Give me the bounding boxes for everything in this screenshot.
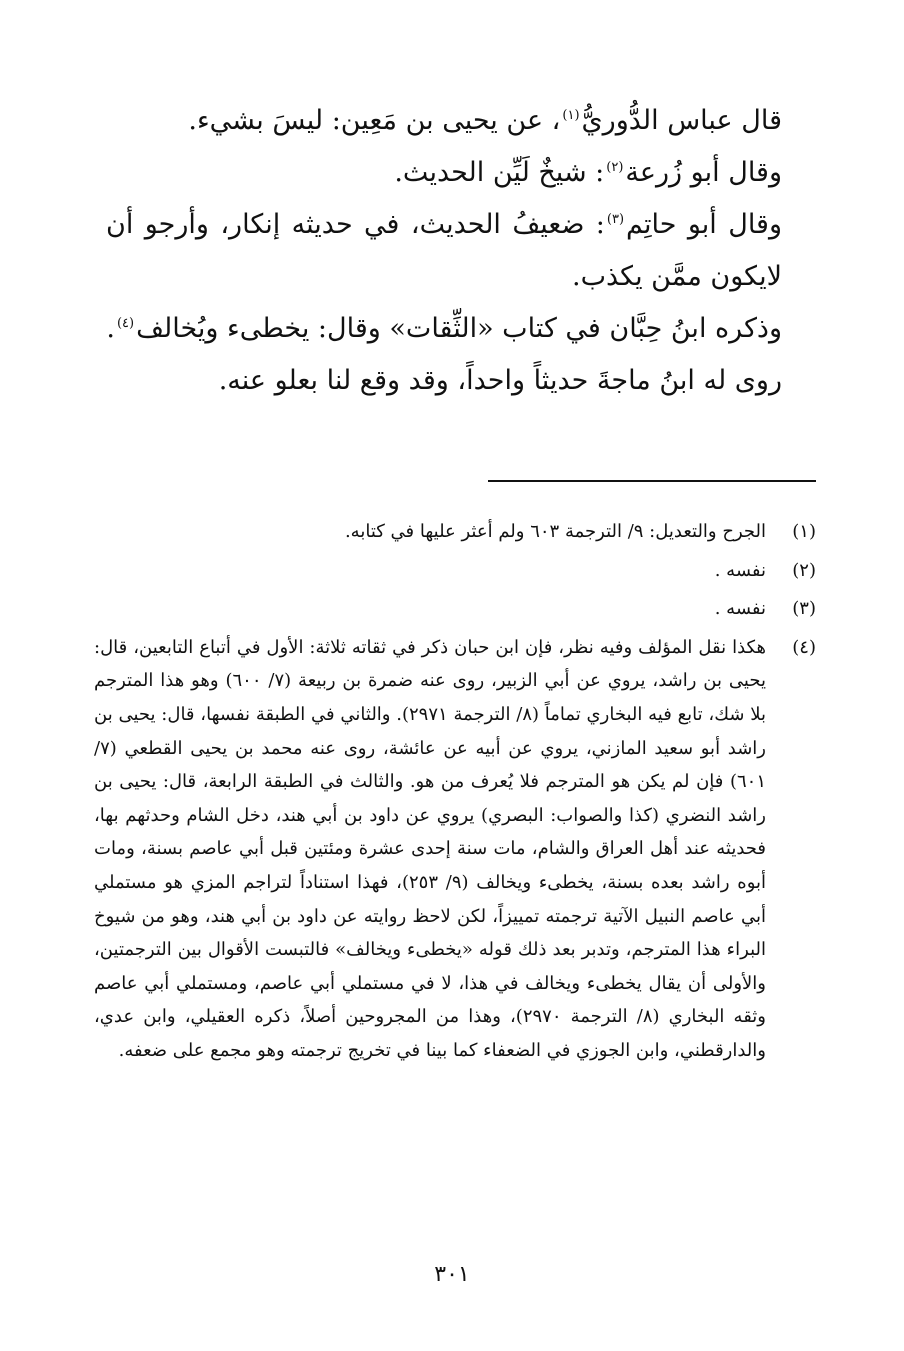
- paragraph-text: وقال أبو حاتِم: [626, 209, 782, 240]
- footnote-text: هكذا نقل المؤلف وفيه نظر، فإن ابن حبان ذكر في ثقاته ثلاثة: الأول في أتباع التابعين، قال: يحيى بن راشد، يروي عن أبي الزبير، روى عنه ضمرة بن ربيعة (٧/ ٦٠٠) وهو هذا المترجم بلا شك، تابع فيه البخاري تماماً (٨/ الترجمة ٢٩٧١). والثاني في الطبقة نفسها، قال: يحيى بن راشد أبو سعيد المازني، يروي عن أبيه عن عائشة، روى عنه محمد بن يحيى القطعي (٧/ ٦٠١) فإن لم يكن هو المترجم فلا يُعرف من هو. والثالث في الطبقة الرابعة، قال: يحيى بن راشد النضري (كذا والصواب: البصري) يروي عن داود بن أبي هند، دخل الشام وحدثهم بها، فحديثه عند أهل العراق والشام، مات سنة إحدى عشرة ومئتين قبل أبي عاصم بسنة، ومات أبوه راشد بعده بسنة، يخطىء ويخالف (٩/ ٢٥٣)، فهذا استناداً لتراجم المزي هو مستملي أبي عاصم النبيل الآتية ترجمته تمييزاً، لكن لاحظ روايته عن داود بن أبي هند، وهو من شيوخ البراء هذا المترجم، وتدبر بعد ذلك قوله «يخطىء ويخالف» فالتبست الأقوال بين الترجمتين، والأولى أن يقال يخطىء ويخالف في هذا، لا في مستملي أبي عاصم، ومستملي أبي عاصم وثقه البخاري (٨/ الترجمة ٢٩٧٠)، وهذا من المجروحين أصلاً، ذكره العقيلي، وابن عدي، والدارقطني، وابن الجوزي في الضعفاء كما بينا في تخريج ترجمته وهو مجمع على ضعفه.: [94, 636, 767, 1061]
- paragraph-text: وذكره ابنُ حِبَّان في كتاب «الثِّقات» وقال: يخطىء ويُخالف: [136, 313, 782, 344]
- footnote-text: الجرح والتعديل: ٩/ الترجمة ٦٠٣ ولم أعثر عليها في كتابه.: [344, 521, 766, 542]
- footnote-ref: (٣): [606, 212, 625, 227]
- footnote-number: (١): [792, 521, 816, 542]
- paragraph-5: [106, 355, 816, 407]
- paragraph-3: [106, 199, 816, 303]
- footnote-number: (٤): [792, 636, 816, 658]
- paragraph-text: : شيخٌ لَيِّن الحديث.: [394, 157, 605, 188]
- paragraph-1: [106, 95, 816, 147]
- paragraph-text: .: [106, 313, 115, 344]
- page-number: ٣٠١: [434, 1262, 470, 1287]
- footnote-number: (٣): [792, 598, 816, 620]
- main-text: [106, 95, 816, 407]
- footnote-item: [94, 631, 816, 1068]
- footnote-separator: [488, 480, 816, 482]
- footnote-ref: (٢): [606, 160, 624, 175]
- paragraph-text: قال عباس الدُّوريُّ: [581, 105, 782, 136]
- footnotes: [94, 515, 816, 1073]
- paragraph-text: روى له ابنُ ماجةَ حديثاً واحداً، وقد وقع لنا بعلو عنه.: [218, 365, 782, 396]
- footnote-ref: (٤): [116, 316, 135, 331]
- paragraph-4: [106, 303, 816, 355]
- footnote-text: نفسه .: [714, 559, 766, 581]
- paragraph-text: وقال أبو زُرعة: [625, 157, 782, 188]
- footnote-text: نفسه .: [714, 598, 766, 620]
- footnote-item: [94, 554, 816, 588]
- footnote-item: [94, 515, 816, 549]
- paragraph-2: [106, 147, 816, 199]
- footnote-number: (٢): [792, 559, 816, 581]
- paragraph-text: ، عن يحيى بن مَعِين: ليسَ بشيء.: [188, 105, 561, 136]
- footnote-ref: (١): [562, 108, 580, 123]
- paragraph-text: : ضعيفُ الحديث، في حديثه إنكار، وأرجو أن لايكون ممَّن يكذب.: [106, 209, 782, 292]
- footnote-item: [94, 592, 816, 626]
